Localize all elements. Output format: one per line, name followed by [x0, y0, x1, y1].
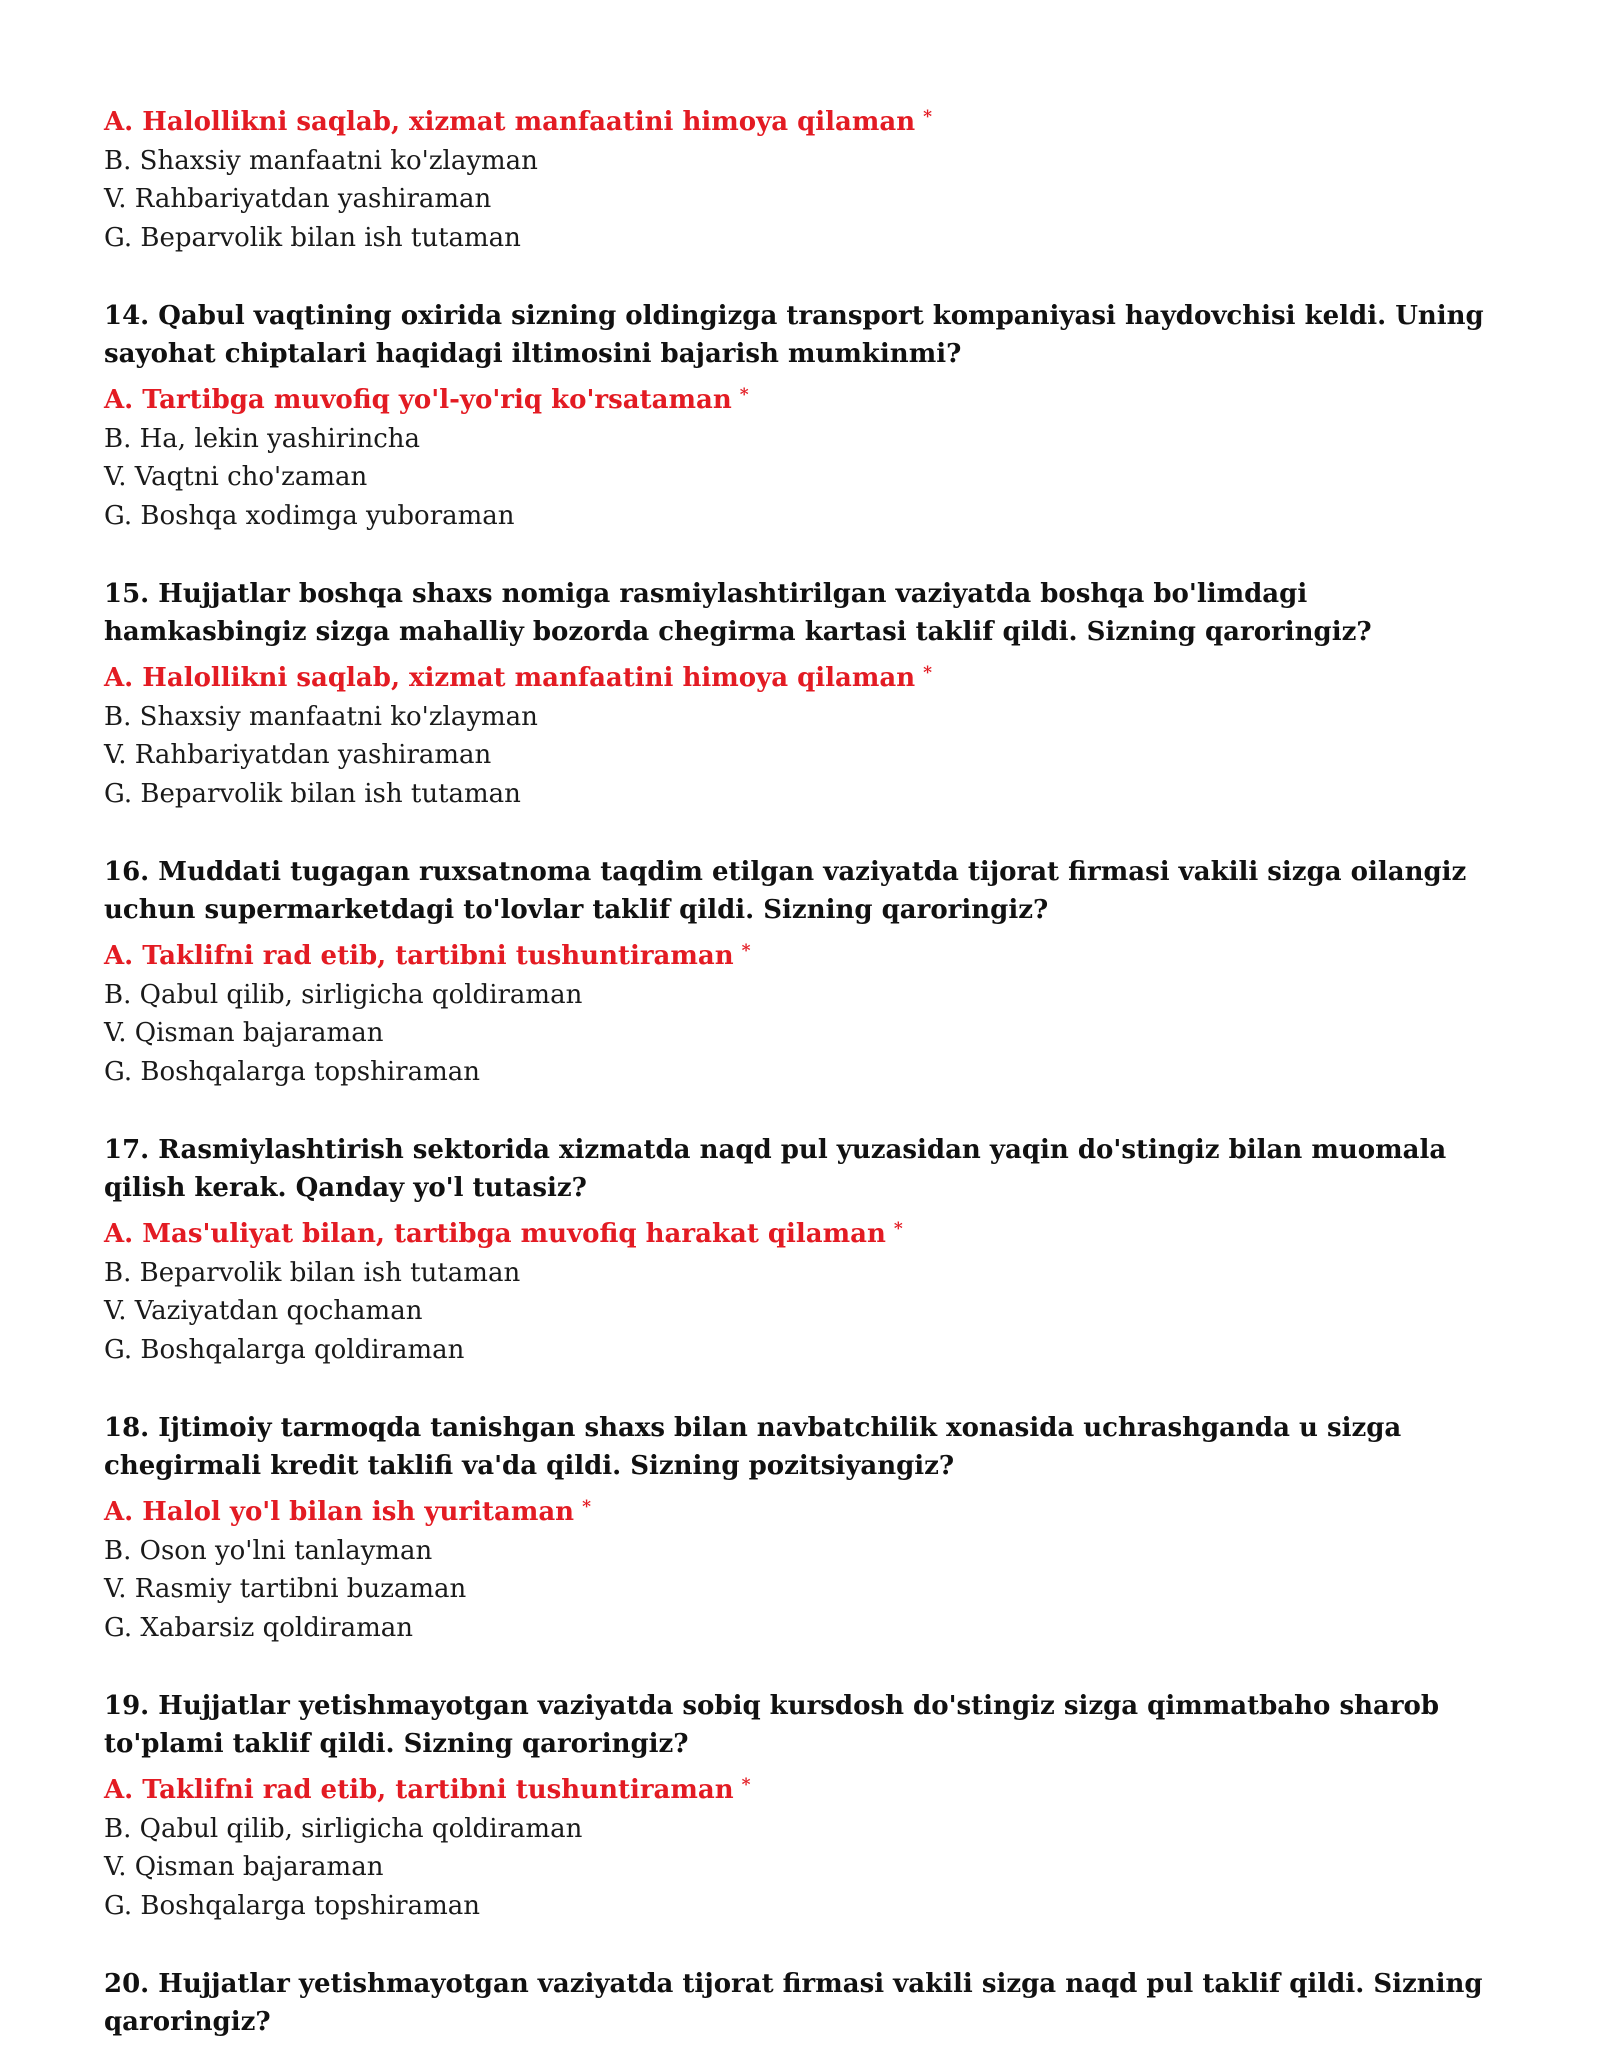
- question-text: 15. Hujjatlar boshqa shaxs nomiga rasmiylashtirilgan vaziyatda boshqa bo'limdagi hamkasbingiz sizga mahalliy bozorda chegirma kartasi taklif qildi. Sizning qaroringiz?: [104, 579, 1372, 647]
- answer-option: V. Rasmiy tartibni buzaman: [104, 1574, 467, 1604]
- answer-text: A. Mas'uliyat bilan, tartibga muvofiq harakat qilaman: [104, 1219, 886, 1249]
- correct-marker: *: [741, 1775, 751, 1795]
- answer-option: B. Beparvolik bilan ish tutaman: [104, 1257, 521, 1288]
- answer-text: A. Taklifni rad etib, tartibni tushuntiraman: [104, 1775, 734, 1805]
- answer-text: A. Halol yo'l bilan ish yuritaman: [104, 1497, 575, 1527]
- answer-option: V. Vaqtni cho'zaman: [104, 462, 368, 492]
- answer-option: V. Rahbariyatdan yashiraman: [104, 184, 492, 214]
- answer-option: G. Boshqalarga topshiraman: [104, 1056, 480, 1087]
- question-block-19: [104, 1687, 1504, 1925]
- correct-answer: [104, 932, 1504, 976]
- answer-option: V. Rahbariyatdan yashiraman: [104, 740, 492, 770]
- question-text: 18. Ijtimoiy tarmoqda tanishgan shaxs bilan navbatchilik xonasida uchrashganda u sizga chegirmali kredit taklifi va'da qildi. Sizning pozitsiyangiz?: [104, 1413, 1402, 1481]
- correct-marker: *: [923, 107, 933, 127]
- correct-answer: [104, 654, 1504, 698]
- question-text: 14. Qabul vaqtining oxirida sizning oldingizga transport kompaniyasi haydovchisi keldi. Uning sayohat chiptalari haqidagi iltimosini bajarish mumkinmi?: [104, 301, 1484, 369]
- correct-marker: *: [739, 385, 749, 405]
- question-block-14: [104, 297, 1504, 535]
- answer-option: B. Qabul qilib, sirligicha qoldiraman: [104, 979, 583, 1010]
- question-block-15: [104, 575, 1504, 813]
- question-text: 17. Rasmiylashtirish sektorida xizmatda naqd pul yuzasidan yaqin do'stingiz bilan muomala qilish kerak. Qanday yo'l tutasiz?: [104, 1135, 1447, 1203]
- question-block-18: [104, 1409, 1504, 1647]
- question-block-17: [104, 1131, 1504, 1369]
- correct-marker: *: [741, 941, 751, 961]
- answer-option: G. Boshqa xodimga yuboraman: [104, 500, 515, 531]
- question-block-20: [104, 1965, 1504, 2041]
- answer-text: A. Halollikni saqlab, xizmat manfaatini himoya qilaman: [104, 663, 916, 693]
- answer-option: G. Boshqalarga topshiraman: [104, 1890, 480, 1921]
- correct-answer: [104, 1766, 1504, 1810]
- answer-option: B. Oson yo'lni tanlayman: [104, 1535, 433, 1566]
- question-text: 20. Hujjatlar yetishmayotgan vaziyatda tijorat firmasi vakili sizga naqd pul taklif qildi. Sizning qaroringiz?: [104, 1969, 1483, 2037]
- answer-option: B. Ha, lekin yashirincha: [104, 423, 421, 454]
- correct-marker: *: [923, 663, 933, 683]
- answer-text: A. Halollikni saqlab, xizmat manfaatini himoya qilaman: [104, 107, 916, 137]
- answer-text: A. Taklifni rad etib, tartibni tushuntiraman: [104, 941, 734, 971]
- answer-option: G. Xabarsiz qoldiraman: [104, 1612, 413, 1643]
- correct-answer: [104, 1488, 1504, 1532]
- correct-answer: [104, 1210, 1504, 1254]
- answer-option: V. Qisman bajaraman: [104, 1852, 384, 1882]
- previous-question-answers: [104, 98, 1504, 257]
- document-page: [104, 98, 1504, 2044]
- answer-option: G. Boshqalarga qoldiraman: [104, 1334, 465, 1365]
- question-text: 16. Muddati tugagan ruxsatnoma taqdim etilgan vaziyatda tijorat firmasi vakili sizga oilangiz uchun supermarketdagi to'lovlar taklif qildi. Sizning qaroringiz?: [104, 857, 1467, 925]
- correct-answer: [104, 98, 1504, 142]
- answer-text: A. Tartibga muvofiq yo'l-yo'riq ko'rsataman: [104, 385, 732, 415]
- answer-option: B. Shaxsiy manfaatni ko'zlayman: [104, 701, 538, 732]
- answer-option: G. Beparvolik bilan ish tutaman: [104, 222, 521, 253]
- answer-option: G. Beparvolik bilan ish tutaman: [104, 778, 521, 809]
- answer-option: B. Qabul qilib, sirligicha qoldiraman: [104, 1813, 583, 1844]
- correct-marker: *: [582, 1497, 591, 1517]
- correct-marker: *: [893, 1219, 903, 1239]
- answer-option: V. Qisman bajaraman: [104, 1018, 384, 1048]
- answer-option: B. Shaxsiy manfaatni ko'zlayman: [104, 145, 538, 176]
- question-block-16: [104, 853, 1504, 1091]
- question-text: 19. Hujjatlar yetishmayotgan vaziyatda sobiq kursdosh do'stingiz sizga qimmatbaho sharob to'plami taklif qildi. Sizning qaroringiz?: [104, 1691, 1440, 1759]
- correct-answer: [104, 376, 1504, 420]
- answer-option: V. Vaziyatdan qochaman: [104, 1296, 423, 1326]
